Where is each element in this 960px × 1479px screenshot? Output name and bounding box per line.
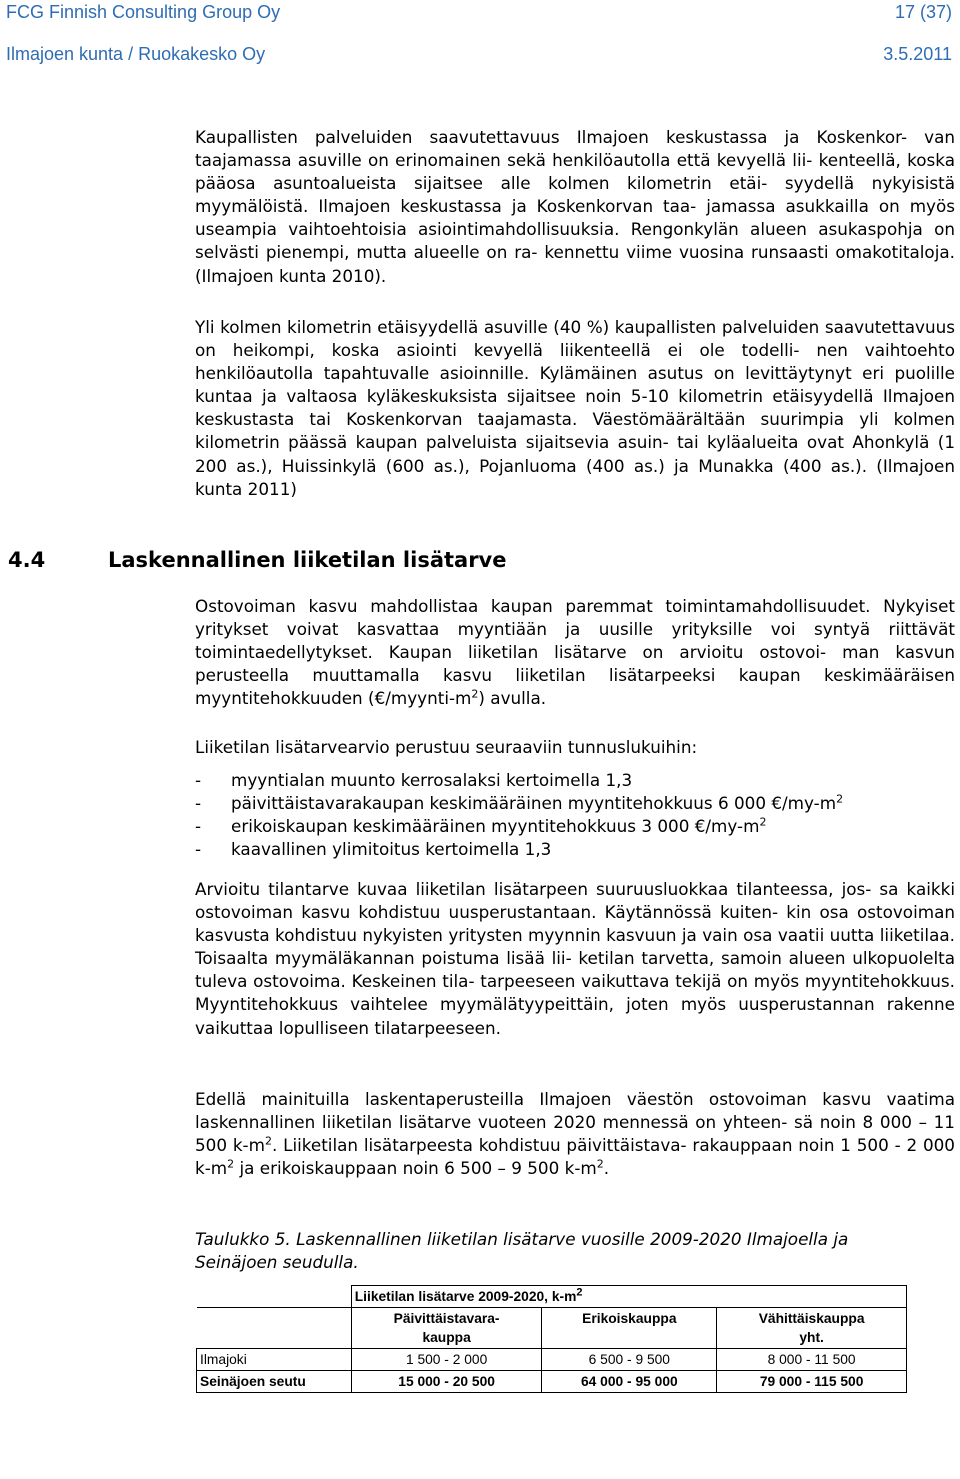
text-line: Väestömäärältään suurimpia yli kolmen kilometrin päässä kaupan palveluista [195,409,955,453]
table-title-row [197,1286,907,1308]
section-heading [8,546,507,574]
row-label: Ilmajoki [197,1349,352,1371]
header-company: FCG Finnish Consulting Group Oy [6,2,281,22]
section-title: Laskennallinen liiketilan lisätarve [108,548,507,572]
header-line: yht. [799,1330,824,1345]
superscript: 2 [264,1134,272,1148]
table-title-cell [351,1286,906,1308]
text-line: tarpeeseen vaikuttava tekijä on myös myyntitehokkuus. Myyntitehokkuus [195,971,955,1015]
text-fragment: . [603,1158,610,1179]
text-fragment: keskimääräisen myyntitehokkuuden (€/myynti-m [195,665,955,709]
text-line: van taajamassa asuville on erinomainen sekä henkilöautolla että kevyellä lii- [195,127,955,171]
list-item-text [231,792,843,815]
list-dash: - [195,839,202,860]
list-dash: - [195,770,202,790]
column-header-retail-total [717,1308,907,1349]
list-item-text [231,838,551,861]
column-header-special-goods: Erikoiskauppa [542,1308,717,1349]
text-line: Arvioitu tilantarve kuvaa liiketilan lisätarpeen suuruusluokkaa tilanteessa, jos- [195,879,872,899]
text-fragment: kaavallinen ylimitoitus kertoimella 1,3 [231,839,552,860]
superscript: 2 [836,792,844,806]
text-line: ketilan tarvetta, samoin alueen ulkopuolelta tuleva ostovoima. Keskeinen tila- [195,948,955,992]
list-item [195,792,955,815]
paragraph-4: Liiketilan lisätarvearvio perustuu seuraaviin tunnuslukuihin: [195,737,698,757]
list-dash: - [195,793,202,814]
list-item [195,769,955,792]
text-line: jamassa asukkailla on myös useampia vaihtoehtoisia asiointimahdollisuuksia. [195,196,955,240]
cell-special-goods: 64 000 - 95 000 [542,1371,717,1393]
superscript: 2 [596,1157,604,1171]
table-caption [195,1228,955,1274]
text-fragment: erikoiskaupan keskimääräinen myyntitehokkuus 3 000 €/my-m [231,816,760,837]
paragraph-1 [195,126,955,288]
text-line: kenteellä, koska pääosa asuntoalueista sijaitsee alle kolmen kilometrin etäi- [195,150,955,194]
list-item [195,838,955,861]
text-line: as.), Pojanluoma (400 as.) ja Munakka (400 as.). (Ilmajoen kunta 2011) [195,455,955,499]
text-line: kin osa ostovoiman kasvusta kohdistuu nykyisten yritysten myynnin kasvuun [195,902,955,946]
text-fragment: rakauppaan noin 1 500 - 2 000 k-m [195,1135,955,1179]
text-line: Ostovoiman kasvu mahdollistaa kaupan paremmat toimintamahdollisuudet. [195,596,871,616]
text-line: Nykyiset yritykset voivat kasvattaa myyntiään ja uusille yrityksille voi syntyä [195,596,956,640]
paragraph-6 [195,1088,955,1180]
text-line: Edellä mainituilla laskentaperusteilla Ilmajoen väestön ostovoiman kasvu [195,1089,872,1109]
text-line: levittäytynyt eri puolille kuntaa ja valtaosa kyläkeskuksista sijaitsee noin 5-10 [195,363,955,407]
table-corner-cell [197,1308,352,1349]
table-row [197,1349,907,1371]
text-line: saavutettavuus on heikompi, koska asiointi kevyellä liikenteellä ei ole todelli- [195,317,955,361]
text-fragment: ja erikoiskauppaan noin 6 500 – 9 500 [234,1158,560,1179]
text-line: kilometrin etäisyydellä Ilmajoen keskustasta tai Koskenkorvan taajamasta. [195,386,955,430]
caption-line: Taulukko 5. Laskennallinen liiketilan lisätarve vuosille 2009-2020 Ilmajoella ja [195,1229,849,1249]
row-label: Seinäjoen seutu [197,1371,352,1393]
text-line: nen vaihtoehto henkilöautolla tapahtuvalle asioinnille. Kylämäinen asutus on [195,340,955,384]
header-page-number: 17 (37) [894,2,952,22]
cell-retail-total: 8 000 - 11 500 [717,1349,907,1371]
superscript: 2 [759,815,767,829]
retail-space-table [196,1285,907,1393]
superscript: 2 [576,1286,583,1299]
header-line: kauppa [422,1330,471,1345]
text-line: kennettu viime vuosina runsaasti omakotitaloja. (Ilmajoen kunta 2010). [195,242,955,286]
text-line: man kasvun perusteella muuttamalla kasvu liiketilan lisätarpeeksi kaupan [195,642,955,686]
header-line: Päivittäistavara- [393,1311,500,1326]
text-line: Kaupallisten palveluiden saavutettavuus Ilmajoen keskustassa ja Koskenkor- [195,127,908,147]
text-line: ja vain osa vaatii uutta liiketilaa. Toisaalta myymäläkannan poistuma lisää lii- [195,925,955,969]
table-title: Liiketilan lisätarve 2009-2020, k-m [354,1289,577,1304]
text-fragment: myyntialan muunto kerrosalaksi kertoimella 1,3 [231,770,633,790]
text-fragment: k-m [564,1158,597,1179]
cell-retail-total: 79 000 - 115 500 [717,1371,907,1393]
text-line: Rengonkylän alueen asukaspohja on selvästi pienempi, mutta alueelle on ra- [195,219,955,263]
cell-daily-goods: 1 500 - 2 000 [351,1349,542,1371]
cell-daily-goods: 15 000 - 20 500 [351,1371,542,1393]
parameter-list [195,769,955,861]
text-line: lopulliseen tilatarpeeseen. [278,1017,501,1038]
text-fragment: päivittäistavarakaupan keskimääräinen myyntitehokkuus 6 000 €/my-m [231,793,837,814]
table-header-row [197,1308,907,1349]
text-fragment: ) avulla. [478,688,547,709]
list-dash: - [195,816,202,837]
column-header-daily-goods [351,1308,542,1349]
superscript: 2 [471,687,479,701]
paragraph-3 [195,595,955,710]
header-date: 3.5.2011 [883,44,952,64]
section-number: 4.4 [8,548,46,572]
text-line: Yli kolmen kilometrin etäisyydellä asuville (40 %) kaupallisten palveluiden [195,317,820,337]
list-item [195,815,955,838]
caption-line: Seinäjoen seudulla. [195,1252,359,1273]
header-client: Ilmajoen kunta / Ruokakesko Oy [6,44,266,64]
cell-special-goods: 6 500 - 9 500 [542,1349,717,1371]
text-fragment: sä noin 8 000 – 11 500 k-m [195,1112,955,1156]
table-corner-cell [197,1286,352,1308]
list-item-text [231,769,632,792]
text-line [565,1158,609,1178]
text-line: vaatima laskennallinen liiketilan lisätarve vuoteen 2020 mennessä on yhteen- [195,1089,955,1133]
paragraph-2 [195,316,955,501]
paragraph-5 [195,878,955,1040]
text-line: sijaitsevia asuin- tai kyläalueita ovat Ahonkylä (1 200 as.), Huissinkylä (600 [195,432,955,476]
table-row [197,1371,907,1393]
text-line: riittävät toimintaedellytykset. Kaupan liiketilan lisätarve on arvioitu ostovoi- [195,619,956,663]
text-line: syydellä nykyisistä myymälöistä. Ilmajoen keskustassa ja Koskenkorvan taa- [195,173,955,217]
text-line: vaihtelee myymälätyypeittäin, joten myös uusperustannan rakenne vaikuttaa [195,994,955,1038]
superscript: 2 [227,1157,235,1171]
header-line: Vähittäiskauppa [758,1311,865,1326]
list-item-text [231,815,766,838]
text-line: sa kaikki ostovoiman kasvu kohdistuu uusperustantaan. Käytännössä kuiten- [195,879,955,923]
text-fragment: . Liiketilan lisätarpeesta kohdistuu päivittäistava- [271,1135,687,1156]
